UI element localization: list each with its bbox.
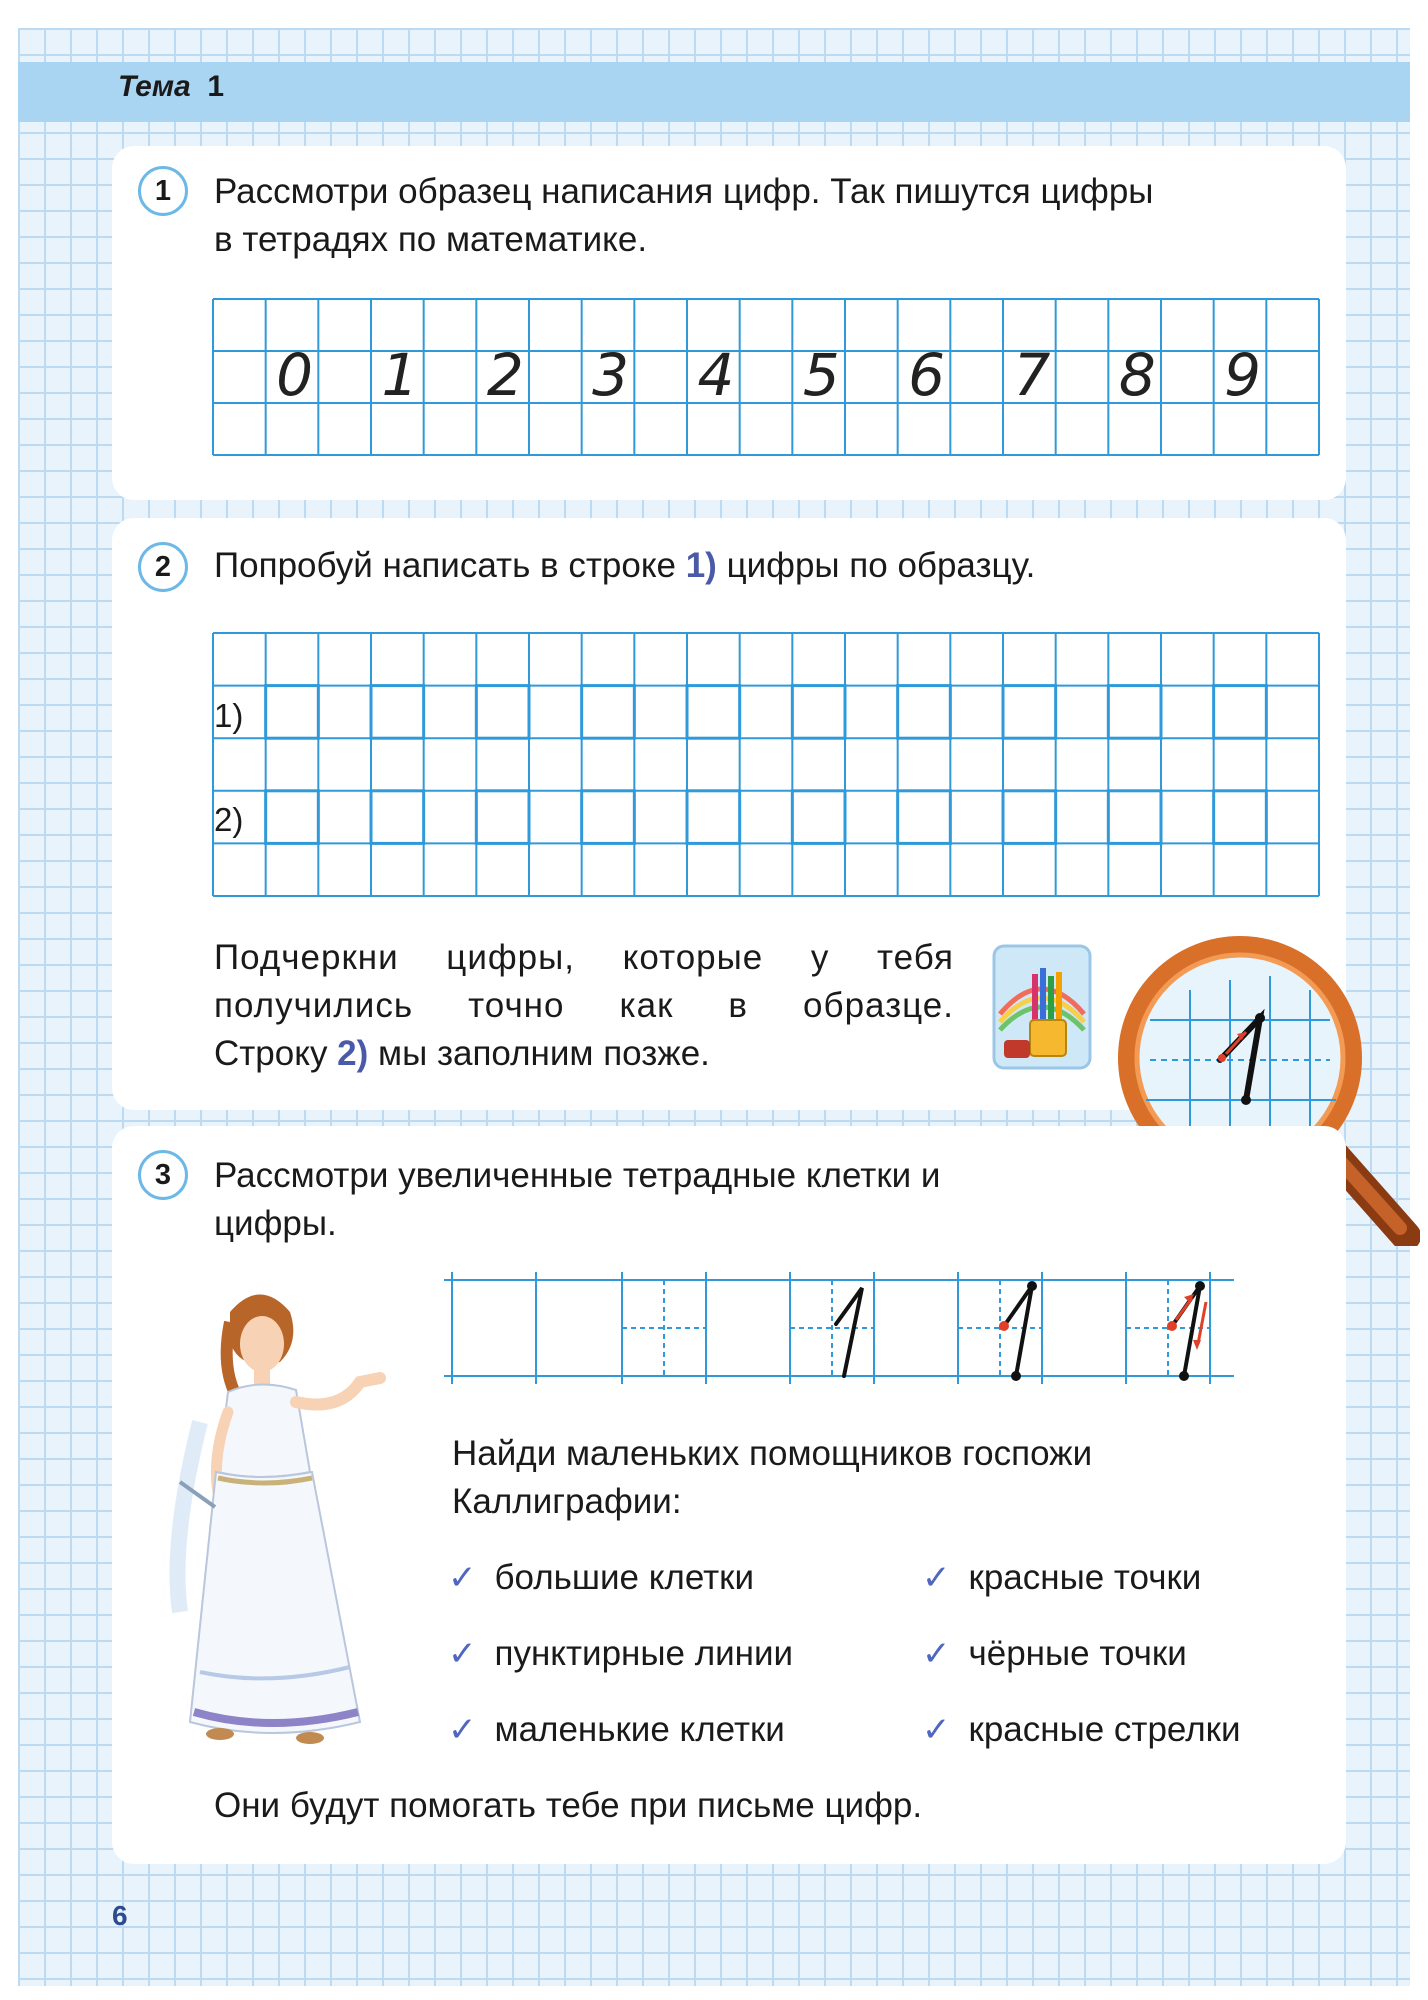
task-2-note-line2: получились точно как в образце.	[214, 986, 954, 1025]
task-1-number: 1	[138, 166, 188, 216]
sample-digit: 5	[802, 341, 840, 409]
sample-digit: 0	[276, 341, 314, 409]
task-1-text-line2: в тетрадях по математике.	[214, 220, 648, 259]
enlarged-cells-diagram	[444, 1272, 1234, 1384]
helper-item: ✓ большие клетки	[448, 1558, 755, 1597]
practice-cell[interactable]	[371, 686, 424, 739]
sample-digit: 3	[592, 341, 630, 409]
sample-digit: 1	[381, 341, 419, 409]
practice-cell[interactable]	[792, 791, 845, 844]
task-3-number: 3	[138, 1150, 188, 1200]
helper-item: ✓ красные стрелки	[922, 1710, 1241, 1749]
sample-digit: 6	[908, 341, 946, 409]
calligraphy-muse-illustration	[160, 1282, 430, 1752]
sample-digit: 7	[1013, 341, 1051, 409]
task-2-number: 2	[138, 542, 188, 592]
practice-cell[interactable]	[582, 791, 635, 844]
practice-cell[interactable]	[1214, 791, 1267, 844]
row-1-label: 1)	[214, 697, 244, 734]
practice-cell[interactable]	[476, 791, 529, 844]
practice-cell[interactable]	[582, 686, 635, 739]
task-3-text-line1: Рассмотри увеличенные тетрадные клетки и	[214, 1156, 941, 1195]
row-2-label: 2)	[214, 801, 244, 838]
task-2-note-line1: Подчеркни цифры, которые у тебя	[214, 938, 954, 977]
sample-digit: 8	[1118, 341, 1156, 409]
practice-cell[interactable]	[266, 791, 319, 844]
check-icon: ✓	[922, 1711, 951, 1749]
practice-cell[interactable]	[1003, 791, 1056, 844]
helper-item: ✓ чёрные точки	[922, 1634, 1187, 1673]
check-icon: ✓	[922, 1559, 951, 1597]
practice-cell[interactable]	[898, 791, 951, 844]
helper-item: ✓ красные точки	[922, 1558, 1202, 1597]
helper-item: ✓ маленькие клетки	[448, 1710, 785, 1749]
practice-cell[interactable]	[476, 686, 529, 739]
check-icon: ✓	[448, 1559, 477, 1597]
sample-digits-grid	[212, 298, 1320, 460]
practice-cell[interactable]	[1003, 686, 1056, 739]
sample-digit: 9	[1224, 341, 1262, 409]
check-icon: ✓	[922, 1635, 951, 1673]
practice-cell[interactable]	[266, 686, 319, 739]
task-2-text: Попробуй написать в строке 1) цифры по образцу.	[214, 546, 1036, 585]
practice-cell[interactable]	[1214, 686, 1267, 739]
topic-title: Тема 1	[118, 70, 225, 103]
practice-cell[interactable]	[687, 686, 740, 739]
practice-cell[interactable]	[898, 686, 951, 739]
sample-digit: 4	[697, 341, 735, 409]
task-3-closing: Они будут помогать тебе при письме цифр.	[214, 1786, 923, 1825]
task-1-text-line1: Рассмотри образец написания цифр. Так пишутся цифры	[214, 172, 1154, 211]
check-icon: ✓	[448, 1711, 477, 1749]
pencil-cup-icon	[992, 944, 1092, 1070]
check-icon: ✓	[448, 1635, 477, 1673]
page-number: 6	[112, 1900, 128, 1931]
practice-cell[interactable]	[687, 791, 740, 844]
practice-digits-grid	[212, 632, 1320, 900]
task-2-note-line3: Строку 2) мы заполним позже.	[214, 1034, 710, 1073]
task-3-find-line1: Найди маленьких помощников госпожи	[452, 1434, 1093, 1473]
practice-cell[interactable]	[371, 791, 424, 844]
task-3-text-line2: цифры.	[214, 1204, 337, 1243]
topic-header-bar	[18, 62, 1410, 122]
helper-item: ✓ пунктирные линии	[448, 1634, 794, 1673]
practice-cell[interactable]	[1108, 791, 1161, 844]
practice-cell[interactable]	[792, 686, 845, 739]
practice-cell[interactable]	[1108, 686, 1161, 739]
task-3-find-line2: Каллиграфии:	[452, 1482, 682, 1521]
sample-digit: 2	[486, 341, 524, 409]
